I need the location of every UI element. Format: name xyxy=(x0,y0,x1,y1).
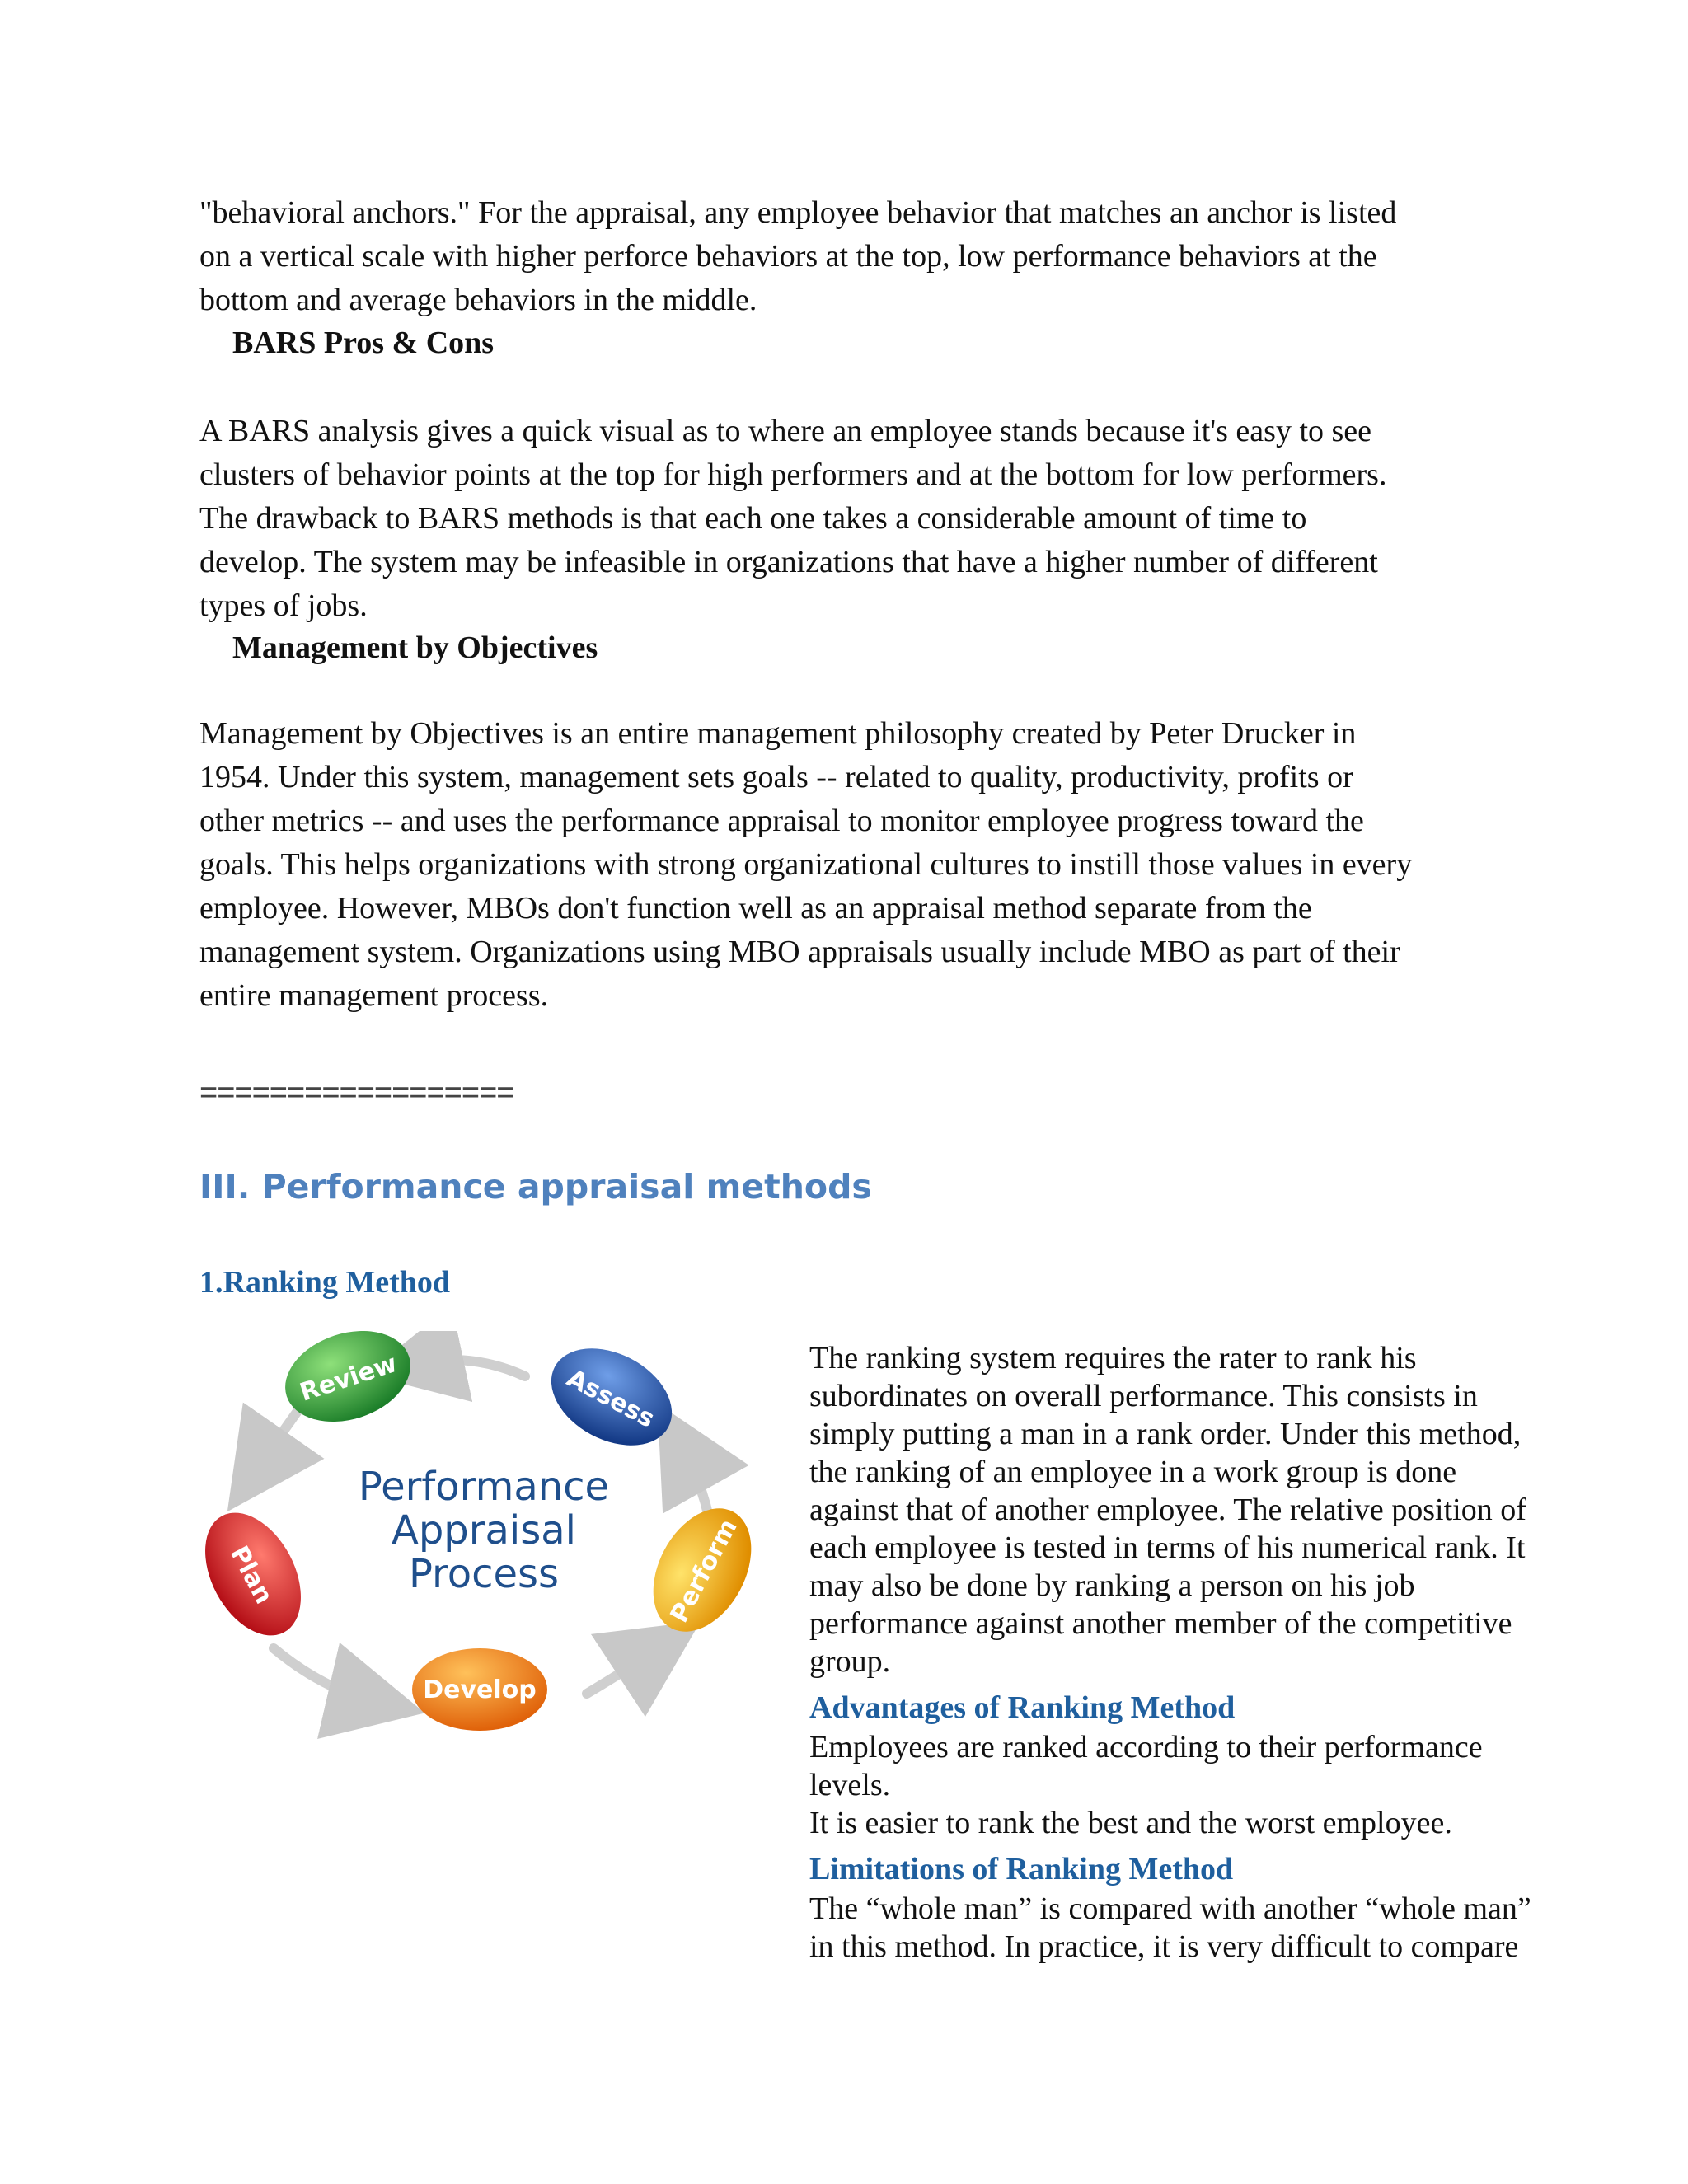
arrow-assess-to-review xyxy=(414,1360,525,1376)
bars-heading: BARS Pros & Cons xyxy=(232,326,495,360)
center-title xyxy=(359,1464,609,1597)
plan-node xyxy=(199,1497,321,1652)
ranking-text-column xyxy=(809,1339,1568,1966)
advantage-item-2: It is easier to rank the best and the worst employee. xyxy=(809,1806,1452,1840)
limitations-heading: Limitations of Ranking Method xyxy=(809,1852,1234,1886)
separator-line: ================== xyxy=(199,1076,514,1110)
mbo-heading: Management by Objectives xyxy=(232,630,598,665)
bars-paragraph: A BARS analysis gives a quick visual as to where an employee stands because it's easy to see clusters of behavior points at the top for high performers and at the bottom for low performers. The drawback to BARS methods is that each one takes a considerable amount of time to develop. The system may be infeasible in organizations that have a higher number of different types of jobs. xyxy=(199,414,1387,623)
arrow-develop-to-perform xyxy=(587,1648,659,1694)
method-title: 1.Ranking Method xyxy=(199,1265,451,1300)
review-label: Review xyxy=(296,1348,401,1408)
limitation-item-1: The “whole man” is compared with another “whole man” in this method. In practice, it is very difficult to compare xyxy=(809,1891,1531,1964)
center-line-3: Process xyxy=(408,1551,560,1597)
perform-node xyxy=(634,1492,768,1648)
section-title: III. Performance appraisal methods xyxy=(199,1167,872,1207)
appraisal-cycle-figure xyxy=(199,1331,768,1751)
arrow-plan-to-develop xyxy=(274,1648,377,1702)
center-line-2: Appraisal xyxy=(391,1507,577,1554)
mbo-paragraph: Management by Objectives is an entire management philosophy created by Peter Drucker in 1954. Under this system, management sets goals -- related to quality, productivity, profits or other metrics -- and uses the performance appraisal to monitor employee progress toward the goals. This helps organizations with strong organizational cultures to instill those values in every employee. However, MBOs don't function well as an appraisal method separate from the management system. Organizations using MBO appraisals usually include MBO as part of their entire management process. xyxy=(199,716,1413,1013)
perform-label: Perform xyxy=(664,1514,743,1628)
intro-paragraph: "behavioral anchors." For the appraisal, any employee behavior that matches an anchor is listed on a vertical scale with higher perforce behaviors at the top, low performance behaviors at the bottom and average behaviors in the middle. xyxy=(199,195,1397,317)
develop-label: Develop xyxy=(423,1675,537,1704)
ranking-description: The ranking system requires the rater to rank his subordinates on overall performance. This consists in simply putting a man in a rank order. Under this method, the ranking of an employee in a work group is done against that of another employee. The relative position of each employee is tested in terms of his numerical rank. It may also be done by ranking a person on his job performance against another member of the competitive group. xyxy=(809,1341,1526,1679)
plan-label: Plan xyxy=(223,1541,279,1610)
assess-node xyxy=(535,1331,689,1465)
assess-label: Assess xyxy=(561,1363,659,1434)
advantage-item-1: Employees are ranked according to their performance levels. xyxy=(809,1730,1483,1802)
center-line-1: Performance xyxy=(358,1464,610,1510)
develop-node xyxy=(412,1648,547,1731)
advantages-heading: Advantages of Ranking Method xyxy=(809,1690,1236,1725)
